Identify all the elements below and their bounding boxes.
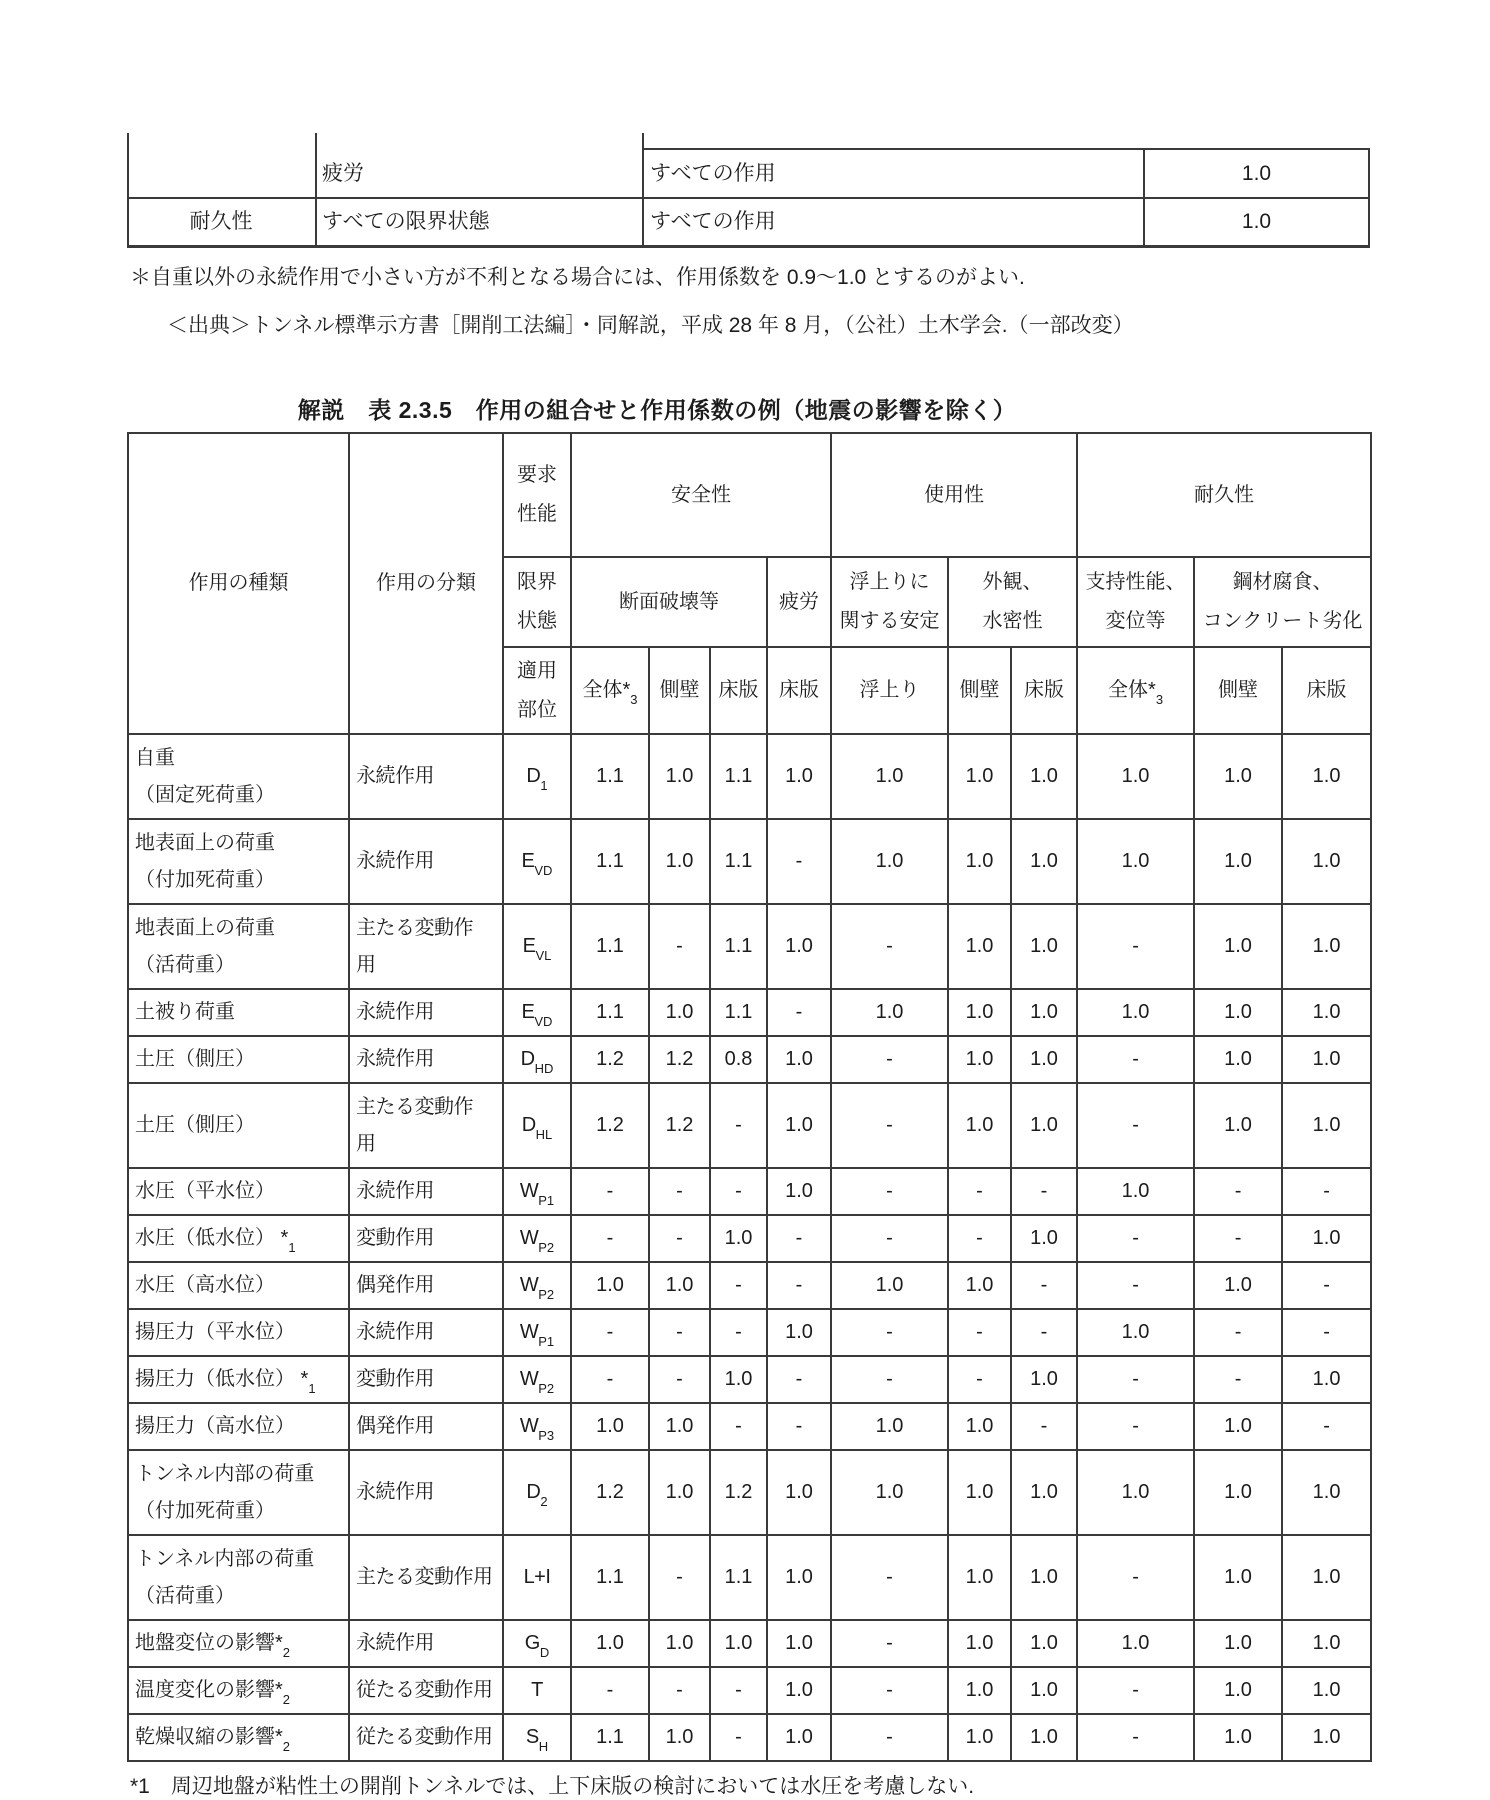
factor-cell: - (1077, 904, 1194, 989)
action-class-cell: 主たる変動作 用 (349, 904, 503, 989)
actions-cell: すべての作用 (650, 162, 776, 185)
table-row (128, 1083, 1371, 1168)
table-row (128, 819, 1371, 904)
factor-cell: - (831, 1667, 948, 1714)
factor-cell: 1.1 (571, 819, 649, 904)
factor-cell: 1.0 (1282, 1356, 1371, 1403)
factor-cell: - (571, 1215, 649, 1262)
action-class-cell: 永続作用 (349, 734, 503, 819)
symbol-cell: $W_{P2}$ (503, 1262, 571, 1309)
factor-cell: 1.0 (1011, 1215, 1077, 1262)
factor-cell: - (1194, 1356, 1282, 1403)
factor-cell: 1.0 (1282, 1714, 1371, 1761)
factor-cell: 1.0 (1194, 1036, 1282, 1083)
performance-cell: 耐久性 (189, 210, 253, 233)
header-required-performance: 要求 性能 (503, 433, 571, 557)
factor-cell: 1.0 (767, 1535, 831, 1620)
header-part: 床版 (710, 647, 767, 734)
factor-cell: - (831, 1535, 948, 1620)
factor-cell: - (831, 1168, 948, 1215)
action-class-cell: 従たる変動作用 (349, 1667, 503, 1714)
header-part: 全体$*_3$ (1077, 647, 1194, 734)
table-row (128, 904, 1371, 989)
table-title: 解説 表 2.3.5 作用の組合せと作用係数の例（地震の影響を除く） (297, 397, 1017, 423)
table-row (128, 1667, 1371, 1714)
symbol-cell: $D_{HD}$ (503, 1036, 571, 1083)
factor-cell: 1.0 (1282, 1450, 1371, 1535)
factor-cell: 1.0 (1282, 819, 1371, 904)
table-row (128, 1450, 1371, 1535)
table-row (128, 1535, 1371, 1620)
table-row (128, 1620, 1371, 1667)
factor-cell: 1.0 (649, 1262, 710, 1309)
factor-cell: - (571, 1667, 649, 1714)
action-class-cell: 主たる変動作用 (349, 1535, 503, 1620)
header-part: 床版 (1011, 647, 1077, 734)
factor-cell: 1.0 (649, 1620, 710, 1667)
action-type-cell: 揚圧力（低水位） $*_1$ (128, 1356, 349, 1403)
action-type-cell: トンネル内部の荷重 （活荷重） (128, 1535, 349, 1620)
factor-cell: 1.2 (571, 1083, 649, 1168)
factor-cell: 1.0 (948, 819, 1011, 904)
factor-cell: 1.0 (767, 1450, 831, 1535)
table-row (128, 1262, 1371, 1309)
factor-cell: 1.1 (710, 819, 767, 904)
factor-cell: 1.0 (831, 819, 948, 904)
factor-cell: 1.0 (831, 1262, 948, 1309)
action-class-cell: 永続作用 (349, 1036, 503, 1083)
factor-cell: 1.0 (1282, 1667, 1371, 1714)
factor-cell: - (948, 1168, 1011, 1215)
factor-cell: - (571, 1309, 649, 1356)
factor-cell: 1.0 (1194, 1262, 1282, 1309)
factor-cell: 1.0 (649, 1714, 710, 1761)
factor-cell: - (710, 1403, 767, 1450)
header-steel-corrosion-concrete: 鋼材腐食、 コンクリート劣化 (1194, 557, 1371, 647)
symbol-cell: $W_{P2}$ (503, 1356, 571, 1403)
factor-cell: - (1194, 1215, 1282, 1262)
grid-line (315, 133, 317, 248)
factor-cell: - (1282, 1309, 1371, 1356)
action-combination-table (127, 432, 1372, 1762)
factor-cell: - (571, 1168, 649, 1215)
factor-cell: 1.0 (1011, 1450, 1077, 1535)
factor-cell: - (831, 1309, 948, 1356)
factor-cell: - (649, 1215, 710, 1262)
action-type-cell: 土圧（側圧） (128, 1036, 349, 1083)
factor-cell: 1.0 (1194, 1667, 1282, 1714)
symbol-cell: $E_{VD}$ (503, 989, 571, 1036)
action-type-cell: 地盤変位の影響$*_2$ (128, 1620, 349, 1667)
factor-cell: - (710, 1667, 767, 1714)
action-type-cell: 土圧（側圧） (128, 1083, 349, 1168)
factor-cell: - (649, 1535, 710, 1620)
table-row (128, 1215, 1371, 1262)
factor-cell: - (649, 1168, 710, 1215)
limit-state-cell: すべての限界状態 (322, 210, 490, 233)
factor-cell: 1.0 (1011, 989, 1077, 1036)
factor-cell: 1.2 (571, 1036, 649, 1083)
table-row (128, 734, 1371, 819)
symbol-cell: $S_H$ (503, 1714, 571, 1761)
action-class-cell: 主たる変動作 用 (349, 1083, 503, 1168)
factor-cell: 1.0 (948, 1620, 1011, 1667)
factor-cell: 1.0 (710, 1215, 767, 1262)
factor-cell: - (1282, 1262, 1371, 1309)
factor-cell: 1.0 (948, 1450, 1011, 1535)
table-row (128, 1309, 1371, 1356)
action-type-cell: 揚圧力（高水位） (128, 1403, 349, 1450)
factor-cell: 1.0 (1194, 1403, 1282, 1450)
table-row (128, 1356, 1371, 1403)
factor-cell: 1.0 (1194, 819, 1282, 904)
action-class-cell: 従たる変動作用 (349, 1714, 503, 1761)
factor-cell: 1.0 (1011, 1083, 1077, 1168)
header-action-class: 作用の分類 (349, 433, 503, 734)
symbol-cell: $W_{P1}$ (503, 1309, 571, 1356)
factor-cell: 1.0 (767, 734, 831, 819)
factor-cell: 1.0 (1011, 1356, 1077, 1403)
factor-cell: - (649, 1309, 710, 1356)
actions-cell: すべての作用 (650, 210, 776, 233)
factor-cell: 1.0 (831, 1450, 948, 1535)
header-limit-state: 限界 状態 (503, 557, 571, 647)
factor-cell: - (710, 1262, 767, 1309)
factor-cell: 1.0 (710, 1356, 767, 1403)
factor-cell: - (948, 1215, 1011, 1262)
factor-cell: - (710, 1168, 767, 1215)
factor-cell: 1.0 (948, 1667, 1011, 1714)
symbol-cell: L+I (503, 1535, 571, 1620)
factor-cell: - (948, 1309, 1011, 1356)
factor-cell: - (1194, 1168, 1282, 1215)
factor-cell: 1.2 (649, 1036, 710, 1083)
action-class-cell: 永続作用 (349, 989, 503, 1036)
factor-cell: - (1077, 1083, 1194, 1168)
factor-cell: - (710, 1309, 767, 1356)
limit-state-cell: 疲労 (322, 162, 364, 185)
factor-cell: 1.0 (649, 734, 710, 819)
factor-cell: 1.0 (1194, 904, 1282, 989)
factor-cell: - (1282, 1168, 1371, 1215)
factor-cell: 1.0 (1241, 210, 1272, 233)
header-group-serviceability: 使用性 (831, 433, 1077, 557)
factor-cell: 1.1 (710, 734, 767, 819)
action-class-cell: 永続作用 (349, 1309, 503, 1356)
factor-cell: 1.0 (767, 1083, 831, 1168)
factor-cell: 1.0 (1241, 162, 1272, 185)
factor-cell: - (1011, 1168, 1077, 1215)
factor-cell: 1.0 (1194, 1535, 1282, 1620)
factor-cell: - (649, 1356, 710, 1403)
factor-cell: 1.0 (1011, 1714, 1077, 1761)
action-type-cell: 水圧（低水位） $*_1$ (128, 1215, 349, 1262)
factor-cell: 1.0 (1282, 1036, 1371, 1083)
factor-cell: 1.0 (948, 1403, 1011, 1450)
factor-cell: 1.0 (948, 1262, 1011, 1309)
factor-cell: 1.0 (1194, 1620, 1282, 1667)
factor-cell: 1.1 (710, 904, 767, 989)
action-type-cell: 温度変化の影響$*_2$ (128, 1667, 349, 1714)
factor-cell: 1.0 (767, 1714, 831, 1761)
factor-cell: - (767, 1356, 831, 1403)
factor-cell: 1.0 (767, 1036, 831, 1083)
factor-cell: 1.0 (571, 1620, 649, 1667)
factor-cell: 1.0 (571, 1403, 649, 1450)
factor-cell: 1.1 (710, 989, 767, 1036)
factor-cell: 1.0 (1011, 904, 1077, 989)
factor-cell: 1.0 (1077, 1309, 1194, 1356)
factor-cell: 1.1 (571, 734, 649, 819)
action-class-cell: 偶発作用 (349, 1262, 503, 1309)
table-row (128, 1403, 1371, 1450)
action-type-cell: 乾燥収縮の影響$*_2$ (128, 1714, 349, 1761)
factor-cell: 1.0 (1282, 1215, 1371, 1262)
factor-cell: 1.0 (710, 1620, 767, 1667)
symbol-cell: $W_{P3}$ (503, 1403, 571, 1450)
factor-cell: - (767, 989, 831, 1036)
symbol-cell: T (503, 1667, 571, 1714)
factor-cell: 1.0 (831, 1403, 948, 1450)
action-type-cell: 地表面上の荷重 （付加死荷重） (128, 819, 349, 904)
action-type-cell: 地表面上の荷重 （活荷重） (128, 904, 349, 989)
action-type-cell: 自重 （固定死荷重） (128, 734, 349, 819)
header-fatigue: 疲労 (767, 557, 831, 647)
factor-cell: 1.0 (948, 734, 1011, 819)
header-group-safety: 安全性 (571, 433, 831, 557)
factor-cell: - (831, 1620, 948, 1667)
factor-cell: 1.0 (1282, 904, 1371, 989)
factor-cell: - (1077, 1215, 1194, 1262)
factor-cell: 1.0 (1011, 1036, 1077, 1083)
factor-cell: 1.0 (1011, 819, 1077, 904)
factor-cell: 1.0 (1194, 1450, 1282, 1535)
factor-cell: 1.1 (571, 989, 649, 1036)
factor-cell: 1.0 (1077, 1620, 1194, 1667)
factor-cell: - (710, 1714, 767, 1761)
symbol-cell: $D_{HL}$ (503, 1083, 571, 1168)
action-class-cell: 永続作用 (349, 819, 503, 904)
grid-line (642, 133, 644, 248)
factor-cell: 1.0 (767, 1168, 831, 1215)
factor-cell: 1.0 (1077, 1450, 1194, 1535)
symbol-cell: $E_{VL}$ (503, 904, 571, 989)
footnote-1: *1 周辺地盤が粘性土の開削トンネルでは、上下床版の検討においては水圧を考慮しない. (130, 1775, 975, 1798)
factor-cell: 1.0 (1077, 819, 1194, 904)
factor-cell: - (649, 904, 710, 989)
table-row (128, 1168, 1371, 1215)
action-class-cell: 変動作用 (349, 1356, 503, 1403)
action-class-cell: 偶発作用 (349, 1403, 503, 1450)
factor-cell: - (1011, 1403, 1077, 1450)
header-part: 側壁 (649, 647, 710, 734)
coefficient-note: ＊自重以外の永続作用で小さい方が不利となる場合には、作用係数を 0.9～1.0 とするのがよい. (130, 266, 1025, 289)
factor-cell: 1.0 (649, 989, 710, 1036)
factor-cell: - (710, 1083, 767, 1168)
action-type-cell: 土被り荷重 (128, 989, 349, 1036)
header-part: 床版 (767, 647, 831, 734)
factor-cell: 1.0 (767, 1620, 831, 1667)
symbol-cell: $G_D$ (503, 1620, 571, 1667)
factor-cell: - (948, 1356, 1011, 1403)
factor-cell: 1.0 (649, 819, 710, 904)
factor-cell: 1.0 (948, 1036, 1011, 1083)
factor-cell: 1.0 (1194, 1714, 1282, 1761)
action-type-cell: トンネル内部の荷重 （付加死荷重） (128, 1450, 349, 1535)
factor-cell: 1.0 (831, 989, 948, 1036)
factor-cell: 1.1 (571, 1714, 649, 1761)
factor-cell: 1.0 (948, 1714, 1011, 1761)
action-class-cell: 永続作用 (349, 1620, 503, 1667)
table-row (128, 1714, 1371, 1761)
factor-cell: - (831, 1714, 948, 1761)
header-row-performance (128, 433, 1371, 557)
factor-cell: 1.0 (767, 904, 831, 989)
action-class-cell: 永続作用 (349, 1450, 503, 1535)
factor-cell: 1.0 (649, 1450, 710, 1535)
factor-cell: 1.0 (1077, 734, 1194, 819)
header-applicable-part: 適用 部位 (503, 647, 571, 734)
header-group-durability: 耐久性 (1077, 433, 1371, 557)
factor-cell: - (831, 1215, 948, 1262)
factor-cell: 1.0 (767, 1667, 831, 1714)
factor-cell: 1.0 (831, 734, 948, 819)
symbol-cell: $D_2$ (503, 1450, 571, 1535)
factor-cell: 1.0 (1011, 1535, 1077, 1620)
factor-cell: 1.0 (948, 989, 1011, 1036)
factor-cell: - (767, 1215, 831, 1262)
factor-cell: 1.0 (1282, 1083, 1371, 1168)
factor-cell: - (1194, 1309, 1282, 1356)
factor-cell: 0.8 (710, 1036, 767, 1083)
factor-cell: 1.0 (1282, 734, 1371, 819)
main-table-body (128, 734, 1371, 1761)
factor-cell: 1.1 (710, 1535, 767, 1620)
factor-cell: 1.0 (948, 1535, 1011, 1620)
factor-cell: - (767, 1403, 831, 1450)
header-part: 側壁 (948, 647, 1011, 734)
factor-cell: 1.0 (948, 904, 1011, 989)
factor-cell: 1.0 (767, 1309, 831, 1356)
header-part: 浮上り (831, 647, 948, 734)
factor-cell: 1.0 (1011, 734, 1077, 819)
factor-cell: 1.0 (1194, 734, 1282, 819)
factor-cell: - (1077, 1535, 1194, 1620)
header-appearance-watertightness: 外観、 水密性 (948, 557, 1077, 647)
factor-cell: 1.0 (1194, 1083, 1282, 1168)
factor-cell: - (1077, 1036, 1194, 1083)
factor-cell: 1.1 (571, 904, 649, 989)
factor-cell: 1.0 (1011, 1667, 1077, 1714)
factor-cell: - (767, 819, 831, 904)
action-type-cell: 水圧（高水位） (128, 1262, 349, 1309)
action-type-cell: 水圧（平水位） (128, 1168, 349, 1215)
factor-cell: 1.2 (571, 1450, 649, 1535)
factor-cell: 1.0 (1011, 1620, 1077, 1667)
header-support-displacement: 支持性能、 変位等 (1077, 557, 1194, 647)
factor-cell: 1.0 (1282, 1535, 1371, 1620)
header-uplift-stability: 浮上りに 関する安定 (831, 557, 948, 647)
factor-cell: - (1077, 1356, 1194, 1403)
factor-cell: 1.0 (948, 1083, 1011, 1168)
factor-cell: - (831, 1356, 948, 1403)
factor-cell: 1.2 (649, 1083, 710, 1168)
factor-cell: - (1077, 1403, 1194, 1450)
source-note: ＜出典＞トンネル標準示方書［開削工法編］・同解説，平成 28 年 8 月，（公社）土木学会.（一部改変） (167, 314, 1134, 337)
factor-cell: - (1011, 1262, 1077, 1309)
factor-cell: 1.0 (571, 1262, 649, 1309)
factor-cell: - (831, 1083, 948, 1168)
symbol-cell: $W_{P1}$ (503, 1168, 571, 1215)
factor-cell: 1.0 (1077, 989, 1194, 1036)
action-class-cell: 変動作用 (349, 1215, 503, 1262)
table-row (128, 1036, 1371, 1083)
factor-cell: - (1011, 1309, 1077, 1356)
factor-cell: 1.0 (1077, 1168, 1194, 1215)
factor-cell: 1.0 (1282, 1620, 1371, 1667)
factor-cell: - (1077, 1667, 1194, 1714)
header-part: 全体$*_3$ (571, 647, 649, 734)
header-action-type: 作用の種類 (128, 433, 349, 734)
factor-cell: 1.0 (649, 1403, 710, 1450)
factor-cell: - (1077, 1714, 1194, 1761)
factor-cell: 1.0 (1194, 989, 1282, 1036)
factor-cell: 1.2 (710, 1450, 767, 1535)
header-part: 側壁 (1194, 647, 1282, 734)
factor-cell: - (649, 1667, 710, 1714)
action-class-cell: 永続作用 (349, 1168, 503, 1215)
factor-cell: - (1077, 1262, 1194, 1309)
symbol-cell: $W_{P2}$ (503, 1215, 571, 1262)
factor-cell: - (767, 1262, 831, 1309)
factor-cell: - (1282, 1403, 1371, 1450)
factor-cell: 1.0 (1282, 989, 1371, 1036)
factor-cell: - (831, 1036, 948, 1083)
symbol-cell: $D_1$ (503, 734, 571, 819)
symbol-cell: $E_{VD}$ (503, 819, 571, 904)
grid-line (127, 245, 1370, 248)
factor-cell: - (571, 1356, 649, 1403)
factor-cell: - (831, 904, 948, 989)
factor-cell: 1.1 (571, 1535, 649, 1620)
header-cross-section-failure: 断面破壊等 (571, 557, 767, 647)
table-row (128, 989, 1371, 1036)
header-part: 床版 (1282, 647, 1371, 734)
upper-table (127, 133, 1370, 248)
action-type-cell: 揚圧力（平水位） (128, 1309, 349, 1356)
